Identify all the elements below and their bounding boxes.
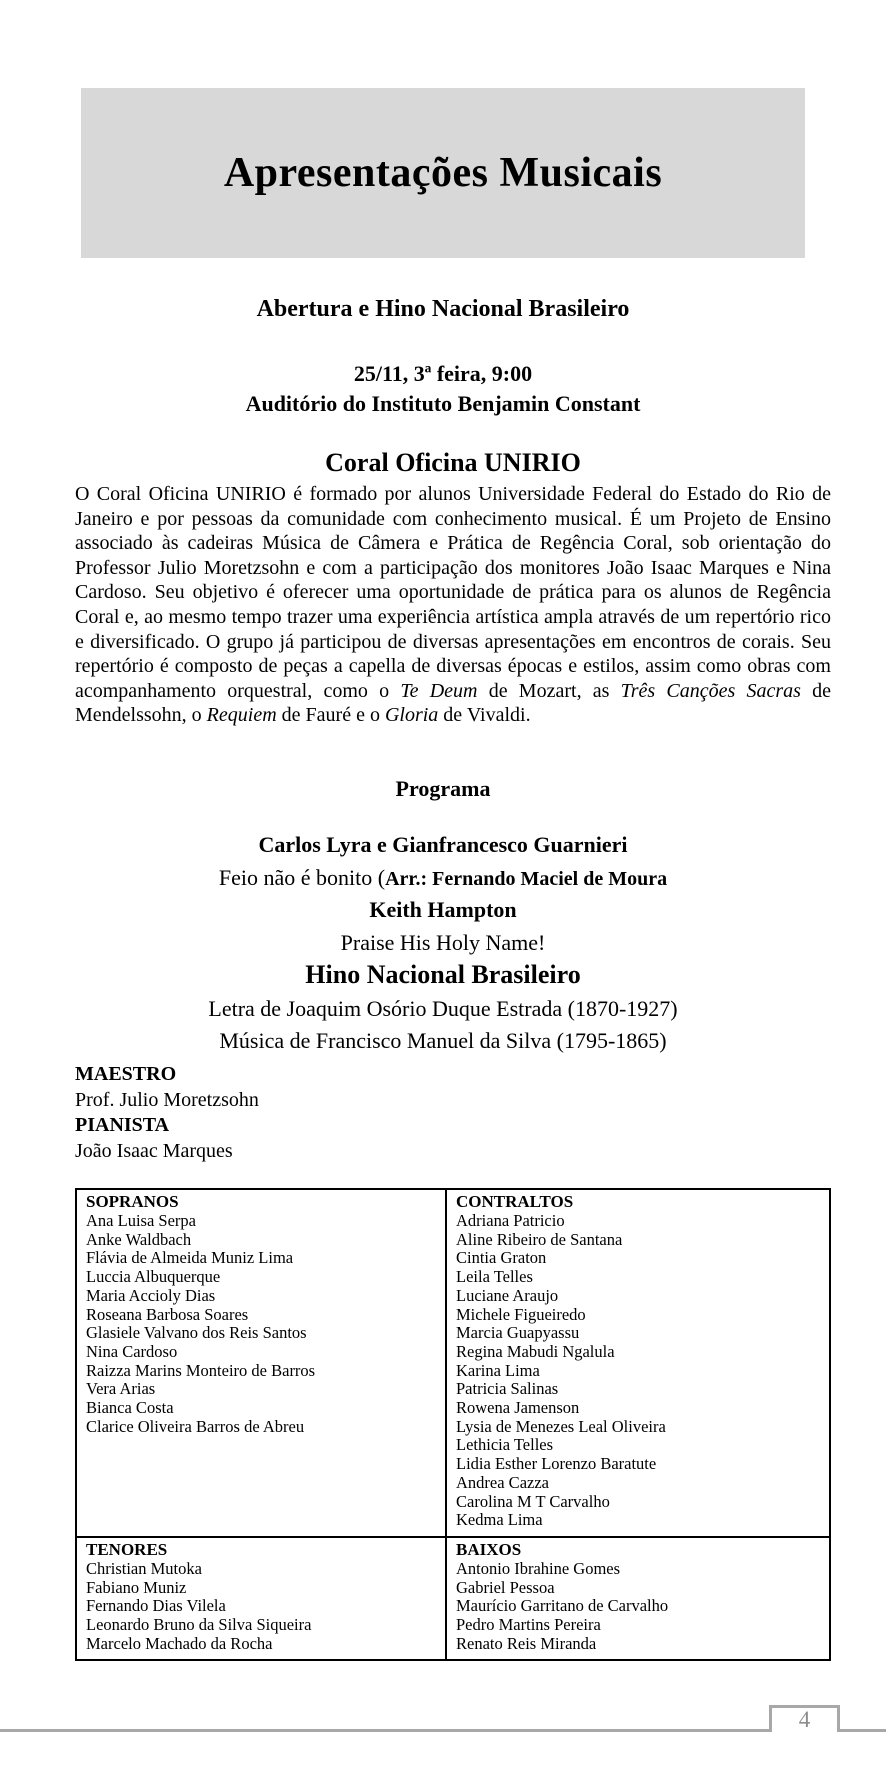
roster-name: Patricia Salinas: [456, 1379, 559, 1399]
roster-name: Christian Mutoka: [86, 1558, 202, 1578]
roster-cell-contraltos: [447, 1190, 829, 1536]
page-title: Apresentações Musicais: [223, 150, 663, 196]
roster-name: Vera Arias: [86, 1379, 156, 1399]
roster-name: Gabriel Pessoa: [456, 1577, 555, 1597]
roster-name: Leonardo Bruno da Silva Siqueira: [86, 1615, 312, 1635]
roster-name: Michele Figueiredo: [456, 1304, 586, 1324]
roster-name: Lysia de Menezes Leal Oliveira: [456, 1416, 666, 1436]
staff-block: [75, 1062, 831, 1164]
description-segment: O Coral Oficina UNIRIO é formado por alunos Universidade Federal do Estado do Rio de Janeiro e por pessoas da comunidade com conhecimento musical. É um Projeto de Ensino associado às cadeiras Música de Câmera e Prática de Regência Coral, sob orientação do Professor Julio Moretzsohn e com a participação dos monitores João Isaac Marques e Nina Cardoso. Seu objetivo é oferecer uma oportunidade de prática para os alunos de Regência Coral e, ao mesmo tempo trazer uma experiência artística ampla através de um repertório rico e diversificado. O grupo já participou de diversas apresentações em encontros de corais. Seu repertório é composto de peças a capella de diversas épocas e estilos, assim como obras com acompanhamento orquestral, como o: [75, 483, 831, 702]
roster-name: Cintia Graton: [456, 1248, 547, 1268]
description-segment: de Mendelssohn, o: [75, 679, 831, 727]
roster-header: SOPRANOS: [86, 1192, 179, 1211]
roster-header: BAIXOS: [456, 1539, 522, 1559]
roster-name: Fernando Dias Vilela: [86, 1596, 226, 1616]
roster-name: Carolina M T Carvalho: [456, 1491, 610, 1511]
roster-name: Marcia Guapyassu: [456, 1323, 580, 1343]
program-line: [0, 863, 886, 896]
program-line: [0, 994, 886, 1027]
roster-name: Lethicia Telles: [456, 1435, 554, 1455]
page-number-box: [769, 1705, 840, 1732]
roster-cell-baixos: [447, 1536, 829, 1660]
event-datetime: 25/11, 3ª feira, 9:00: [353, 361, 533, 386]
title-banner: [81, 88, 805, 258]
roster-name: Regina Mabudi Ngalula: [456, 1341, 615, 1361]
roster-name: Anke Waldbach: [86, 1229, 192, 1249]
program-line: [0, 960, 886, 994]
footer-rule-right: [840, 1729, 886, 1732]
staff-role: PIANISTA: [75, 1114, 170, 1136]
choir-section: [75, 446, 831, 728]
description-segment: Te Deum: [400, 679, 478, 702]
roster-name: Pedro Martins Pereira: [456, 1615, 601, 1635]
program-heading: Programa: [395, 776, 491, 801]
program-line-segment: Feio não é bonito (: [218, 864, 386, 890]
roster-name: Glasiele Valvano dos Reis Santos: [86, 1323, 307, 1343]
staff-role: MAESTRO: [75, 1063, 177, 1085]
program-line-segment: Keith Hampton: [369, 897, 517, 922]
description-segment: Requiem: [206, 704, 277, 727]
roster-table: [75, 1188, 831, 1661]
roster-name: Raizza Marins Monteiro de Barros: [86, 1360, 316, 1380]
description-segment: de Fauré e o: [276, 704, 385, 727]
roster-name: Kedma Lima: [456, 1510, 543, 1530]
program-lines: [0, 830, 886, 1059]
roster-name: Antonio Ibrahine Gomes: [456, 1558, 621, 1578]
roster-name: Maurício Garritano de Carvalho: [456, 1596, 669, 1616]
roster-name: Fabiano Muniz: [86, 1577, 187, 1597]
event-venue: Auditório do Instituto Benjamin Constant: [245, 391, 641, 416]
roster-name: Rowena Jamenson: [456, 1398, 580, 1418]
page-footer: [0, 1702, 886, 1732]
staff-name: Prof. Julio Moretzsohn: [75, 1088, 259, 1111]
roster-name: Clarice Oliveira Barros de Abreu: [86, 1416, 305, 1436]
event-heading-block: [0, 293, 886, 419]
staff-name: João Isaac Marques: [75, 1139, 233, 1162]
roster-name: Renato Reis Miranda: [456, 1633, 597, 1653]
roster-name: Luccia Albuquerque: [86, 1267, 221, 1287]
event-title: Abertura e Hino Nacional Brasileiro: [256, 296, 630, 322]
roster-header: TENORES: [86, 1539, 168, 1559]
roster-name: Nina Cardoso: [86, 1341, 178, 1361]
program-line: [0, 830, 886, 863]
roster-header: CONTRALTOS: [456, 1192, 574, 1211]
page-number: 4: [798, 1707, 811, 1732]
roster-cell-tenores: [77, 1536, 447, 1660]
description-segment: de Mozart, as: [477, 679, 621, 702]
program-line-segment: Carlos Lyra e Gianfrancesco Guarnieri: [258, 832, 628, 857]
program-line-segment: Arr.: Fernando Maciel de Moura: [385, 867, 668, 890]
roster-cell-sopranos: [77, 1190, 447, 1536]
program-line-segment: Letra de Joaquim Osório Duque Estrada (1870-1927): [208, 995, 678, 1021]
roster-name: Flávia de Almeida Muniz Lima: [86, 1248, 294, 1268]
program-line-segment: Hino Nacional Brasileiro: [305, 960, 581, 989]
program-line: [0, 895, 886, 928]
program-line-segment: Praise His Holy Name!: [340, 929, 546, 955]
roster-name: Adriana Patricio: [456, 1211, 565, 1230]
roster-name: Marcelo Machado da Rocha: [86, 1633, 273, 1653]
roster-name: Maria Accioly Dias: [86, 1285, 216, 1305]
program-line: [0, 1026, 886, 1059]
choir-name: Coral Oficina UNIRIO: [325, 448, 581, 477]
roster-name: Lidia Esther Lorenzo Baratute: [456, 1454, 657, 1474]
description-segment: Gloria: [384, 704, 439, 727]
roster-name: Ana Luisa Serpa: [86, 1211, 196, 1230]
footer-rule-left: [0, 1729, 769, 1732]
roster-name: Andrea Cazza: [456, 1472, 549, 1492]
description-segment: Três Canções Sacras: [620, 679, 801, 702]
roster-name: Leila Telles: [456, 1267, 533, 1287]
program-line: [0, 928, 886, 961]
choir-description: [75, 482, 831, 728]
roster-name: Karina Lima: [456, 1360, 540, 1380]
description-segment: de Vivaldi.: [438, 704, 531, 727]
roster-name: Bianca Costa: [86, 1398, 174, 1418]
roster-name: Aline Ribeiro de Santana: [456, 1229, 623, 1249]
program-line-segment: Música de Francisco Manuel da Silva (1795-1865): [219, 1028, 667, 1053]
roster-name: Luciane Araujo: [456, 1285, 559, 1305]
roster-name: Roseana Barbosa Soares: [86, 1304, 249, 1324]
